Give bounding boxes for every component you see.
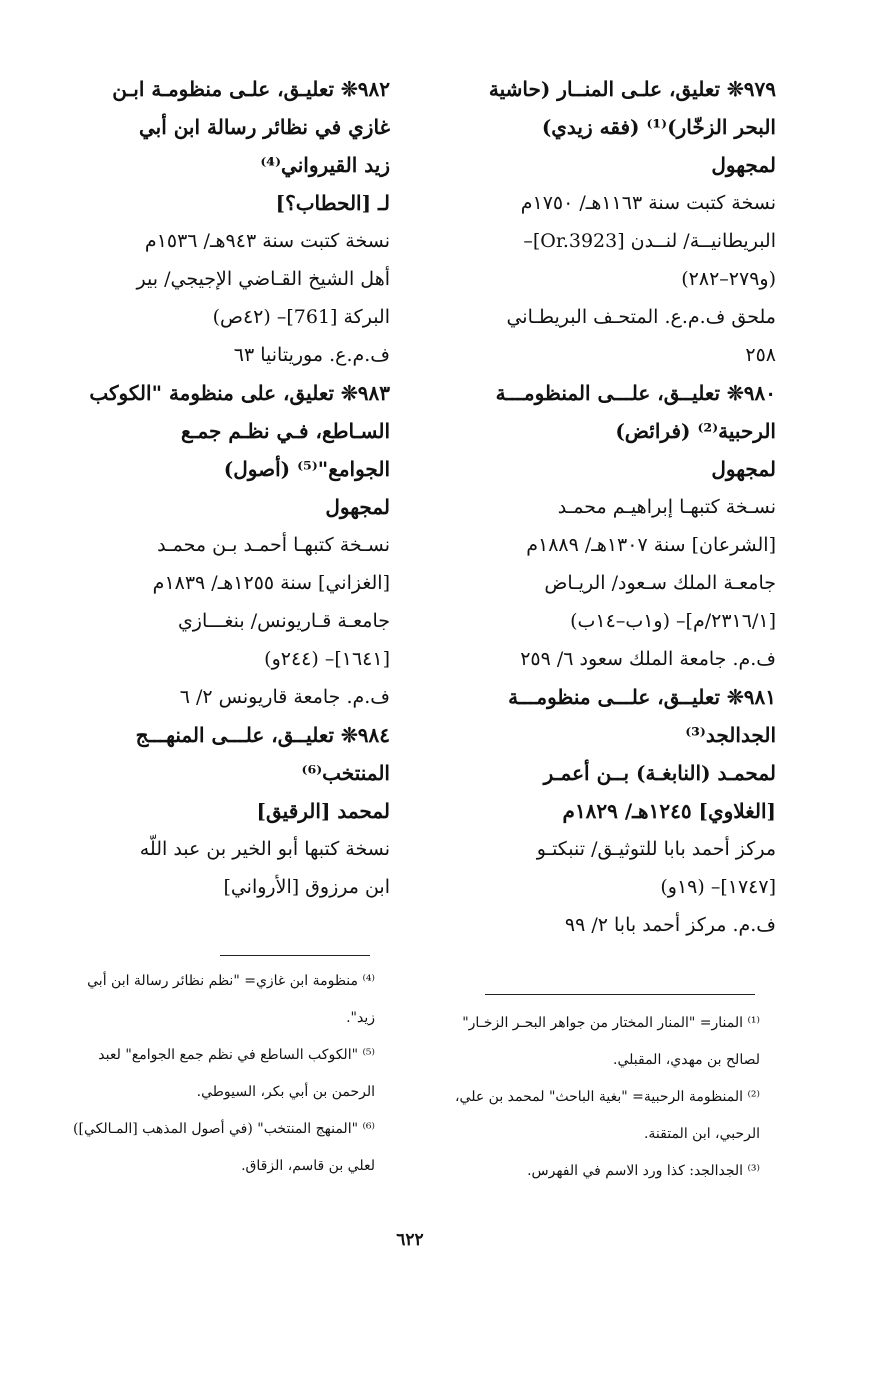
left-column-line: زيد القيرواني⁽⁴⁾: [260, 153, 390, 177]
footnote-line: لعلي بن قاسم، الزقاق.: [241, 1158, 375, 1174]
right-column-line: ف.م. جامعة الملك سعود ٦/ ٢٥٩: [520, 648, 776, 670]
right-column-line: مركز أحمد بابا للتوثيـق/ تنبكتـو: [536, 838, 776, 860]
left-column-line: ٩٨٢❊ تعليـق، علـى منظومـة ابـن: [112, 77, 390, 101]
left-column-line: نسخة كتبها أبو الخير بن عبد اللّه: [139, 838, 390, 860]
right-column-line: ملحق ف.م.ع. المتحـف البريطـاني: [506, 306, 776, 328]
right-column-line: الجدالجد⁽³⁾: [685, 723, 776, 747]
right-column-line: ٩٨٠❊ تعليــق، علـــى المنظومـــة: [495, 381, 776, 405]
left-column-line: جامعـة قـاريونس/ بنغـــازي: [177, 610, 390, 632]
left-column-line: غازي في نظائر رسالة ابن أبي: [138, 115, 390, 139]
footnote-line: زيد".: [346, 1010, 375, 1026]
right-column-line: جامعـة الملك سـعود/ الريـاض: [544, 572, 776, 594]
right-column-line: لمجهول: [711, 153, 776, 177]
right-column-line: البحر الزخّار)⁽¹⁾ (فقه زيدي): [541, 115, 776, 139]
right-column-line: [الشرعان] سنة ١٣٠٧هـ/ ١٨٨٩م: [526, 534, 776, 556]
right-column-line: [الغلاوي] ١٢٤٥هـ/ ١٨٢٩م: [562, 799, 776, 823]
footnote-line: ⁽⁵⁾ "الكوكب الساطع في نظم جمع الجوامع" لعبد: [98, 1047, 375, 1063]
left-column-line: السـاطع، فـي نظـم جمـع: [180, 419, 390, 443]
left-column-line: ف.م. جامعة قاريونس ٢/ ٦: [179, 686, 390, 708]
right-column-line: ٢٥٨: [745, 344, 776, 366]
left-column-line: [الغزاني] سنة ١٢٥٥هـ/ ١٨٣٩م: [152, 572, 390, 594]
left-column-line: ابن مرزوق [الأرواني]: [223, 876, 390, 898]
left-column-line: ٩٨٤❊ تعليــق، علـــى المنهـــج: [135, 723, 390, 747]
footnote-line: الرحمن بن أبي بكر، السيوطي.: [196, 1084, 375, 1100]
page-number: ٦٢٢: [396, 1230, 424, 1250]
left-column-line: نسخة كتبت سنة ٩٤٣هـ/ ١٥٣٦م: [144, 230, 390, 252]
right-column-line: ٩٧٩❊ تعليق، علـى المنــار (حاشية: [488, 77, 776, 101]
right-column-line: نسـخة كتبهـا إبراهيـم محمـد: [557, 496, 776, 518]
right-column-line: البريطانيــة/ لنــدن [Or.3923]–: [523, 230, 776, 252]
right-column-line: نسخة كتبت سنة ١١٦٣هـ/ ١٧٥٠م: [520, 192, 776, 214]
right-column-line: (و٢٧٩–٢٨٢): [681, 268, 776, 290]
left-column-line: نسـخة كتبهـا أحمـد بـن محمـد: [157, 534, 390, 556]
right-column-line: [٢٣١٦/١/م]– (و١ب–١٤ب): [570, 610, 776, 632]
right-column-line: لمحمـد (النابغـة) بــن أعمـر: [543, 761, 776, 785]
footnote-line: ⁽⁴⁾ منظومة ابن غازي= "نظم نظائر رسالة ابن أبي: [87, 973, 375, 989]
footnote-line: الرحبي، ابن المتقنة.: [643, 1126, 760, 1142]
footnote-divider-right: [485, 994, 755, 995]
right-column-line: [١٧٤٧]– (١٩و): [660, 876, 776, 898]
left-column-line: الجوامع"⁽⁵⁾ (أصول): [223, 457, 390, 481]
left-column-line: لمحمد [الرقيق]: [256, 799, 390, 823]
left-column: [30, 70, 390, 906]
footnote-line: ⁽¹⁾ المنار= "المنار المختار من جواهر البحـر الزخـار": [462, 1015, 760, 1031]
footnote-line: لصالح بن مهدي، المقبلي.: [613, 1052, 760, 1068]
left-column-line: لمجهول: [325, 495, 390, 519]
left-column-line: ٩٨٣❊ تعليق، على منظومة "الكوكب: [89, 381, 390, 405]
left-column-line: ف.م.ع. موريتانيا ٦٣: [233, 344, 390, 366]
footnote-line: ⁽²⁾ المنظومة الرحبية= "بغية الباحث" لمحمد بن علي،: [455, 1089, 760, 1105]
right-column-line: ٩٨١❊ تعليــق، علـــى منظومـــة: [508, 685, 776, 709]
right-column-line: ف.م. مركز أحمد بابا ٢/ ٩٩: [564, 914, 776, 936]
footnote-divider-left: [220, 955, 370, 956]
left-column-line: المنتخب⁽⁶⁾: [301, 761, 390, 785]
footnotes-right: [420, 1005, 760, 1190]
footnote-line: ⁽⁶⁾ "المنهج المنتخب" (في أصول المذهب [المـالكي]): [73, 1121, 375, 1137]
footnotes-left: [30, 963, 375, 1185]
right-column: [436, 70, 776, 944]
left-column-line: لـ [الحطاب؟]: [275, 191, 390, 215]
left-column-line: أهل الشيخ القـاضي الإجيجي/ بير: [136, 268, 390, 290]
right-column-line: الرحبية⁽²⁾ (فرائض): [615, 419, 776, 443]
footnote-line: ⁽³⁾ الجدالجد: كذا ورد الاسم في الفهرس.: [527, 1163, 760, 1179]
right-column-line: لمجهول: [711, 457, 776, 481]
left-column-line: البركة [761]– (٤٢ص): [212, 306, 390, 328]
left-column-line: [١٦٤١]– (٢٤٤و): [264, 648, 390, 670]
